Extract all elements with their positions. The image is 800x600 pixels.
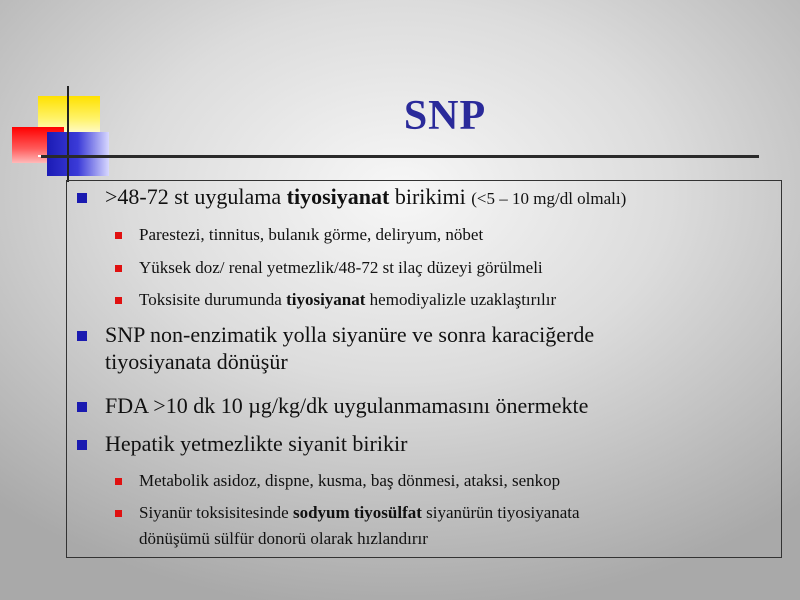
square-bullet-icon	[115, 265, 122, 272]
bullet-text: SNP non-enzimatik yolla siyanüre ve sonra karaciğerde	[105, 322, 595, 347]
content-box	[66, 180, 782, 558]
square-bullet-icon	[77, 193, 87, 203]
square-bullet-icon	[115, 510, 122, 517]
bullet-text: FDA >10 dk 10 µg/kg/dk uygulanmamasını önermekte	[105, 393, 589, 418]
square-bullet-icon	[77, 440, 87, 450]
bullet-text-continued: tiyosiyanata dönüşür	[105, 349, 288, 374]
bullet-text: >48-72 st uygulama tiyosiyanat birikimi (<5 – 10 mg/dl olmalı)	[105, 184, 627, 209]
square-bullet-icon	[77, 331, 87, 341]
blue-square-decoration	[47, 132, 109, 176]
bullet-text: Yüksek doz/ renal yetmezlik/48-72 st ilaç düzeyi görülmeli	[139, 258, 543, 277]
bullet-text: Hepatik yetmezlikte siyanit birikir	[105, 431, 408, 456]
bullet-text: Parestezi, tinnitus, bulanık görme, deliryum, nöbet	[139, 225, 484, 244]
bullet-text: Metabolik asidoz, dispne, kusma, baş dönmesi, ataksi, senkop	[139, 471, 561, 490]
slide-logo-decoration	[0, 0, 120, 180]
bullet-text: Toksisite durumunda tiyosiyanat hemodiyalizle uzaklaştırılır	[139, 290, 557, 309]
title-underline	[41, 155, 759, 158]
bullet-text-continued: dönüşümü sülfür donorü olarak hızlandırır	[139, 529, 428, 548]
square-bullet-icon	[115, 478, 122, 485]
slide-title: SNP	[403, 93, 487, 139]
square-bullet-icon	[115, 232, 122, 239]
square-bullet-icon	[77, 402, 87, 412]
square-bullet-icon	[115, 297, 122, 304]
bullet-text: Siyanür toksisitesinde sodyum tiyosülfat siyanürün tiyosiyanata	[139, 503, 580, 522]
vertical-rule-decoration	[67, 86, 69, 182]
